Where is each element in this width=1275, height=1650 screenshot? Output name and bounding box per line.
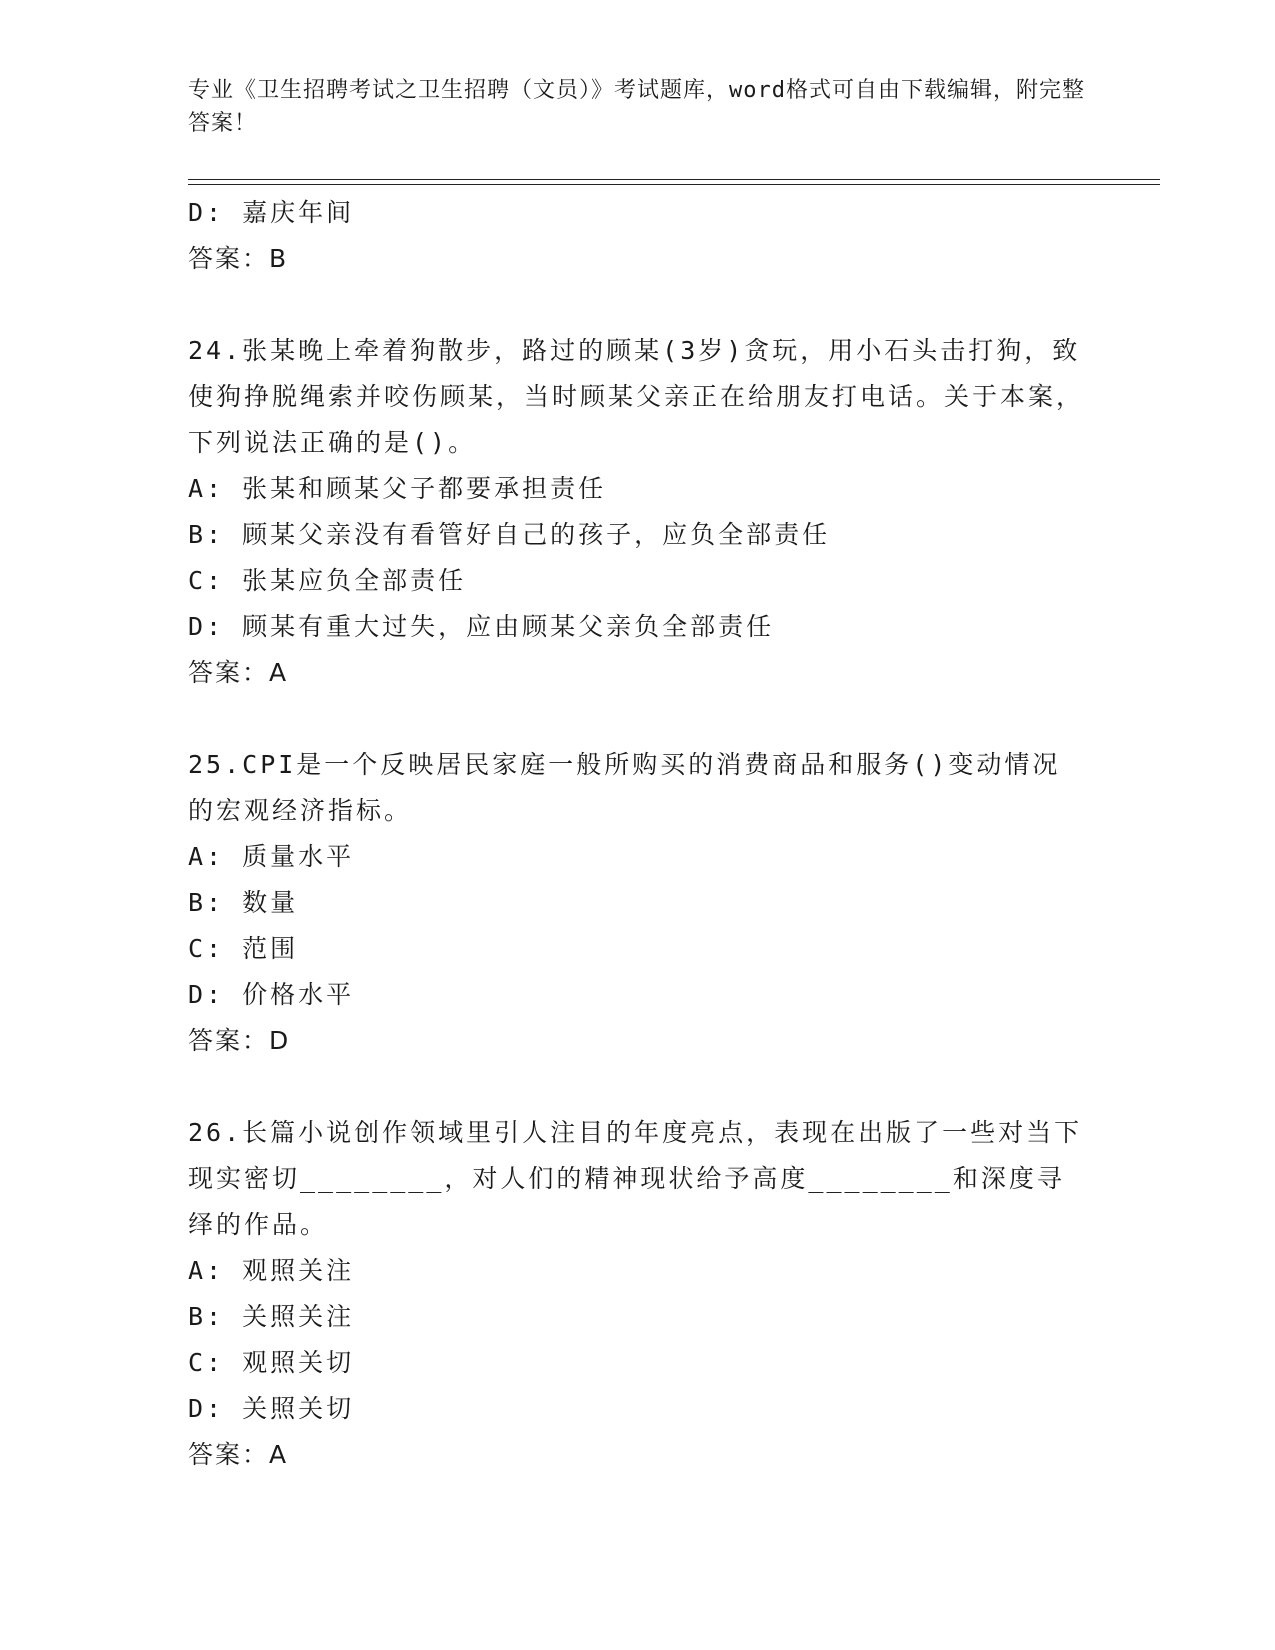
question-stem: 26.长篇小说创作领域里引人注目的年度亮点，表现在出版了一些对当下现实密切________，对人们的精神现状给予高度________和深度寻绎的作品。 bbox=[188, 1118, 1083, 1239]
option-b: B: 顾某父亲没有看管好自己的孩子，应负全部责任 bbox=[188, 520, 831, 549]
spacer bbox=[188, 696, 1088, 742]
header-divider bbox=[188, 179, 1160, 185]
option-c: C: 范围 bbox=[188, 934, 299, 963]
question-stem: 24.张某晚上牵着狗散步，路过的顾某(3岁)贪玩，用小石头击打狗，致使狗挣脱绳索并咬伤顾某，当时顾某父亲正在给朋友打电话。关于本案，下列说法正确的是()。 bbox=[188, 336, 1085, 457]
option-a: A: 质量水平 bbox=[188, 842, 355, 871]
option-b: B: 关照关注 bbox=[188, 1302, 355, 1331]
option-d: D: 顾某有重大过失，应由顾某父亲负全部责任 bbox=[188, 612, 775, 641]
prev-answer: 答案：B bbox=[188, 244, 289, 273]
spacer bbox=[188, 282, 1088, 328]
option-a: A: 张某和顾某父子都要承担责任 bbox=[188, 474, 607, 503]
answer: 答案：A bbox=[188, 658, 289, 687]
question-25 bbox=[188, 742, 1088, 1064]
option-d: D: 价格水平 bbox=[188, 980, 355, 1009]
document-header: 专业《卫生招聘考试之卫生招聘（文员）》考试题库，word格式可自由下载编辑，附完整答案！ bbox=[188, 78, 1085, 136]
option-c: C: 观照关切 bbox=[188, 1348, 355, 1377]
option-a: A: 观照关注 bbox=[188, 1256, 355, 1285]
option-b: B: 数量 bbox=[188, 888, 299, 917]
question-content bbox=[188, 190, 1088, 1478]
answer: 答案：D bbox=[188, 1026, 291, 1055]
prev-option-d: D: 嘉庆年间 bbox=[188, 198, 355, 227]
question-26 bbox=[188, 1110, 1088, 1478]
answer: 答案：A bbox=[188, 1440, 289, 1469]
spacer bbox=[188, 1064, 1088, 1110]
option-d: D: 关照关切 bbox=[188, 1394, 355, 1423]
question-24 bbox=[188, 328, 1088, 696]
question-stem: 25.CPI是一个反映居民家庭一般所购买的消费商品和服务()变动情况的宏观经济指标。 bbox=[188, 750, 1061, 825]
option-c: C: 张某应负全部责任 bbox=[188, 566, 467, 595]
